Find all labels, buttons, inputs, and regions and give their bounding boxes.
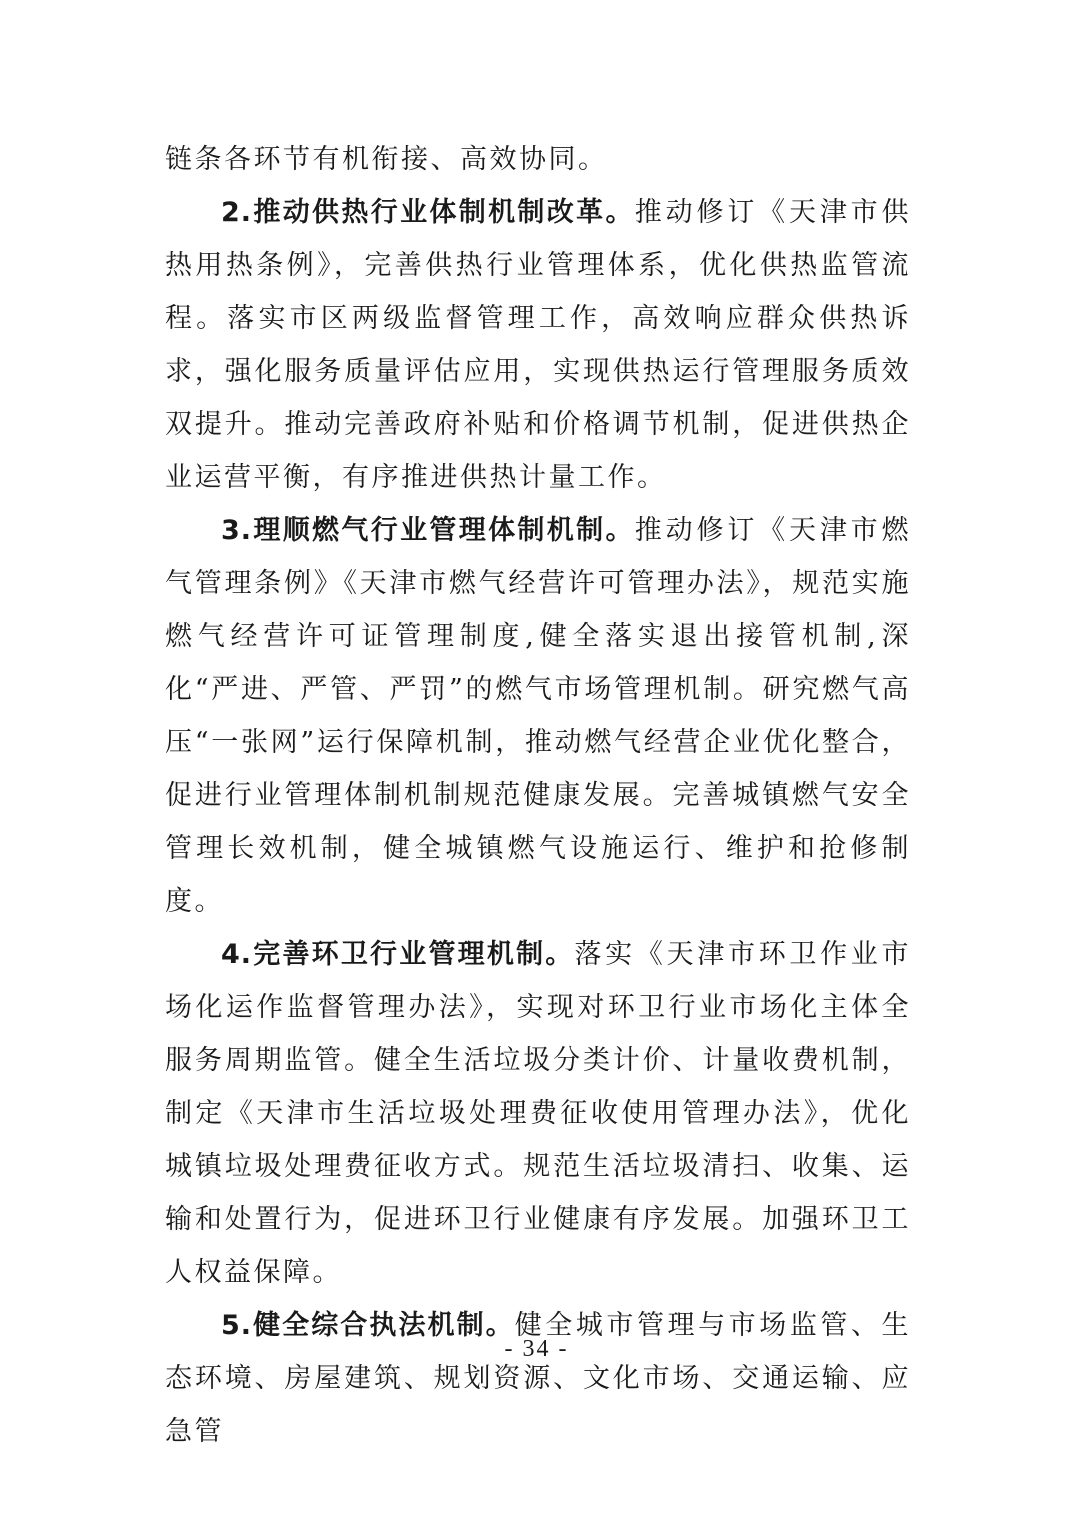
paragraph-gas-management <box>165 504 911 928</box>
paragraph-enforcement <box>165 1299 911 1458</box>
paragraph-text: 落实《天津市环卫作业市场化运作监督管理办法》，实现对环卫行业市场化主体全服务周期监管。健全生活垃圾分类计价、计量收费机制，制定《天津市生活垃圾处理费征收使用管理办法》，优化城镇垃圾处理费征收方式。规范生活垃圾清扫、收集、运输和处置行为，促进环卫行业健康有序发展。加强环卫工人权益保障。 <box>165 939 912 1288</box>
paragraph-heading: 5.健全综合执法机制。 <box>221 1310 515 1341</box>
document-body <box>165 133 911 1458</box>
paragraph-text: 推动修订《天津市供热用热条例》，完善供热行业管理体系，优化供热监管流程。落实市区两级监督管理工作，高效响应群众供热诉求，强化服务质量评估应用，实现供热运行管理服务质效双提升。推动完善政府补贴和价格调节机制，促进供热企业运营平衡，有序推进供热计量工作。 <box>165 197 912 493</box>
paragraph-heading: 3.理顺燃气行业管理体制机制。 <box>221 515 635 546</box>
paragraph-heading: 2.推动供热行业体制机制改革。 <box>221 197 635 228</box>
paragraph-heading: 4.完善环卫行业管理机制。 <box>221 939 575 970</box>
page-number: - 34 - <box>504 1336 569 1362</box>
paragraph-continuation <box>165 133 911 186</box>
paragraph-heating-reform <box>165 186 911 504</box>
paragraph-text: 健全城市管理与市场监管、生态环境、房屋建筑、规划资源、文化市场、交通运输、应急管 <box>165 1310 912 1447</box>
paragraph-sanitation <box>165 928 911 1299</box>
paragraph-text: 链条各环节有机衔接、高效协同。 <box>165 144 608 175</box>
paragraph-text: 推动修订《天津市燃气管理条例》《天津市燃气经营许可管理办法》，规范实施燃气经营许可证管理制度,健全落实退出接管机制,深化“严进、严管、严罚”的燃气市场管理机制。研究燃气高压“一张网”运行保障机制，推动燃气经营企业优化整合，促进行业管理体制机制规范健康发展。完善城镇燃气安全管理长效机制，健全城镇燃气设施运行、维护和抢修制度。 <box>165 515 912 917</box>
